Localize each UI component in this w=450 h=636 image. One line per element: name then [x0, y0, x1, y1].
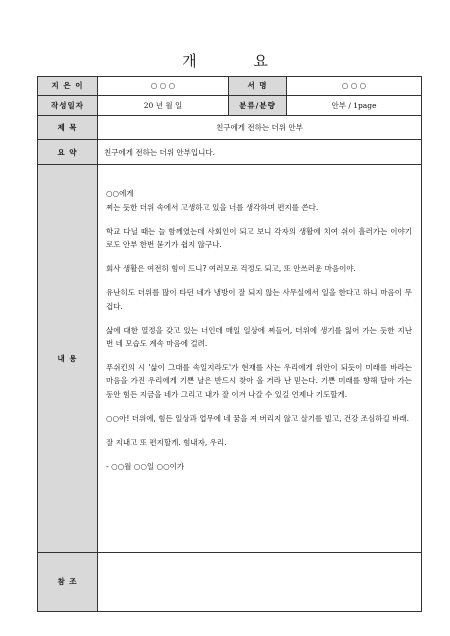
author-value: ○ ○ ○	[98, 77, 229, 96]
letter-closing: - ○○월 ○○일 ○○이가	[106, 462, 185, 472]
letter-paragraph: 학교 다닐 때는 늘 함께였는데 사회인이 되고 보니 각자의 생활에 치여 쉬이 흘러가는 이야기로도 안부 한번 묻기가 쉽지 않구나.	[106, 226, 412, 250]
letter-paragraph: 찌는 듯한 더위 속에서 고생하고 있을 너를 생각하며 편지를 쓴다.	[106, 202, 319, 212]
reference-value	[98, 552, 422, 611]
signature-label: 서 명	[229, 77, 287, 96]
date-label: 작성일자	[38, 95, 98, 115]
letter-paragraph: 잘 지내고 또 편지할게. 힘내자, 우리.	[106, 438, 227, 448]
summary-row	[38, 140, 422, 165]
letter-paragraph: 유난히도 더위를 많이 타던 네가 냉방이 잘 되지 않는 사무실에서 일을 한다고 하니 마음이 무겁다.	[106, 288, 412, 311]
page-title: 개 요	[182, 52, 294, 70]
signature-value: ○ ○ ○	[287, 77, 422, 96]
date-value: 20 년 월 일	[98, 95, 229, 115]
letter-paragraph: 삶에 대한 열정을 갖고 있는 너인데 매일 일상에 찌들어, 더위에 생기를 잃어 가는 듯한 지난 번 네 모습도 계속 마음에 걸려.	[106, 325, 412, 349]
author-label: 지 은 이	[38, 77, 98, 96]
letter-paragraph: 푸쉬킨의 시 '삶이 그대를 속일지라도'가 현재를 사는 우리에게 위안이 되듯이 미래를 바라는 마음을 가진 우리에게 기쁜 날은 반드시 찾아 올 거라 난 믿는다. 기쁜 미래를 향해 달아 가는 동안 힘든 지금을 네가 그리고 내가 잘 이겨 나갈 수 있길 언제나 기도할게.	[106, 363, 412, 399]
subject-value: 친구에게 전하는 더위 안부	[98, 115, 422, 140]
category-label: 분류/분량	[229, 95, 287, 115]
content-body	[98, 165, 422, 552]
content-label: 내 용	[38, 165, 98, 552]
letter-paragraph: 회사 생활은 여전히 힘이 드니? 여러모로 걱정도 되고, 또 안쓰러운 마음이야.	[106, 264, 356, 274]
letter-paragraph: ○○아! 더위에, 힘든 일상과 업무에 네 꿈을 져 버리지 않고 살기를 빌고, 건강 조심하길 바래.	[106, 413, 409, 423]
date-row	[38, 95, 422, 115]
author-row	[38, 77, 422, 96]
reference-row	[38, 552, 422, 611]
reference-label: 참 조	[38, 552, 98, 611]
category-value: 안부 / 1page	[287, 95, 422, 115]
summary-value: 친구에게 전하는 더위 안부입니다.	[98, 140, 422, 165]
summary-form-table	[37, 76, 422, 612]
subject-label: 제 목	[38, 115, 98, 140]
subject-row	[38, 115, 422, 140]
content-row	[38, 165, 422, 552]
summary-label: 요 약	[38, 140, 98, 165]
letter-greeting: ○○에게	[106, 189, 134, 199]
